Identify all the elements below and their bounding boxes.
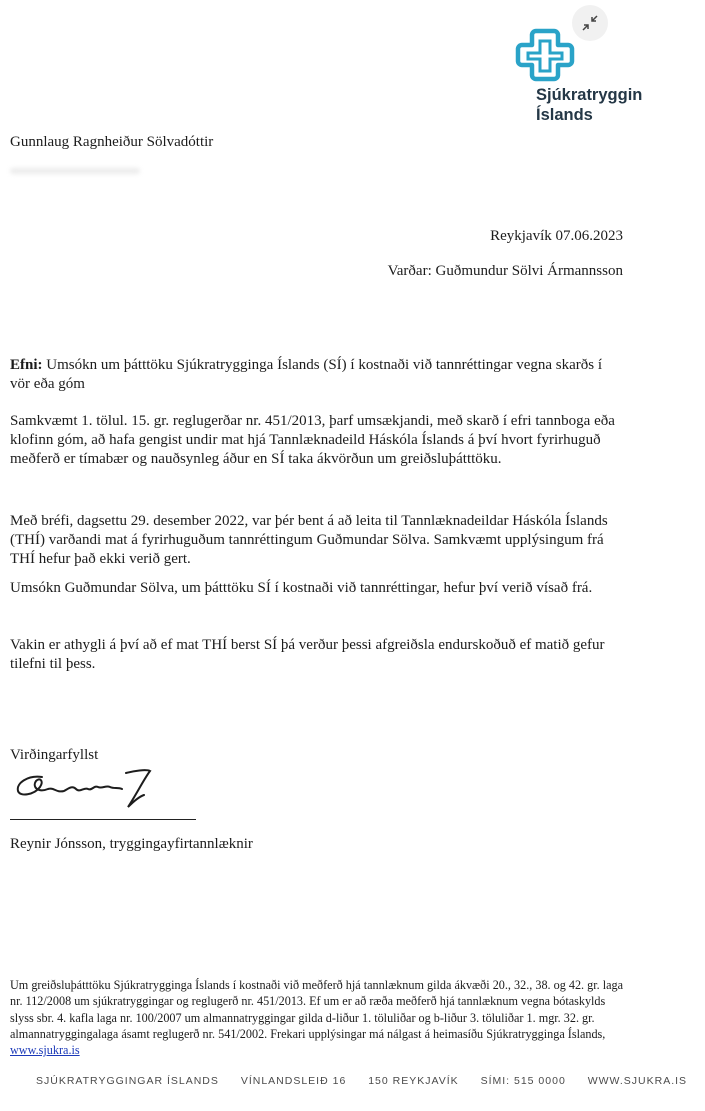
footer-web: WWW.SJUKRA.IS: [587, 1075, 688, 1087]
footer-postcode: 150 REYKJAVÍK: [368, 1075, 459, 1087]
letter-footer: [36, 1075, 705, 1087]
logo-line-2: Íslands: [536, 106, 593, 124]
footnote: [10, 977, 628, 1058]
closing-salutation: Virðingarfyllst: [10, 747, 99, 763]
logo-wordmark: [536, 85, 642, 125]
body-paragraph-1: Samkvæmt 1. tölul. 15. gr. reglugerðar nr. 451/2013, þarf umsækjandi, með skarð í efri tannboga eða klofinn góm, að hafa gengist undir mat hjá Tannlæknadeild Háskóla Íslands á því hvort fyrirhuguð meðferð er tímabær og nauðsynleg áður en SÍ taka ákvörðun um greiðsluþátttöku.: [10, 413, 615, 467]
body-paragraph-2: Með bréfi, dagsettu 29. desember 2022, var þér bent á að leita til Tannlæknadeildar Háskóla Íslands (THÍ) varðandi mat á fyrirhuguðum tannréttingum Guðmundar Sölva. Samkvæmt upplýsingum frá THÍ hefur það ekki verið gert.: [10, 513, 608, 567]
redacted-address: [10, 168, 140, 174]
regarding-line: Varðar: Guðmundur Sölvi Ármannsson: [387, 263, 623, 279]
footnote-text: Um greiðsluþátttöku Sjúkratrygginga Íslands í kostnaði við meðferð hjá tannlæknum gilda ákvæði 20., 32., 38. og 42. gr. laga nr. 112/2008 um sjúkratryggingar og reglugerð nr. 451/2013. Ef um er að ræða meðferð hjá tannlæknum vegna bótaskylds slyss sbr. 4. kafla laga nr. 100/2007 um almannatryggingar gilda d-liður 1. töluliðar og b-liður 3. töluliðar 1. mgr. 32. gr. almannatryggingalaga ásamt reglugerð nr. 541/2002. Frekari upplýsingar má nálgast á heimasíðu Sjúkratrygginga Íslands,: [10, 978, 624, 1041]
footer-org: SJÚKRATRYGGINGAR ÍSLANDS: [36, 1075, 219, 1087]
footer-phone: SÍMI: 515 0000: [480, 1075, 566, 1087]
body-paragraph-3: Umsókn Guðmundar Sölva, um þátttöku SÍ í kostnaði við tannréttingar, hefur því verið vísað frá.: [10, 580, 593, 596]
signer-name: Reynir Jónsson, tryggingayfirtannlæknir: [10, 836, 253, 852]
handwritten-signature: [14, 765, 164, 815]
subject-text: Umsókn um þátttöku Sjúkratrygginga Íslands (SÍ) í kostnaði við tannréttingar vegna skarðs í vör eða góm: [10, 357, 603, 392]
recipient-name: Gunnlaug Ragnheiður Sölvadóttir: [10, 134, 214, 150]
logo-line-1: Sjúkratryggin: [536, 86, 643, 104]
body-paragraph-4: Vakin er athygli á því að ef mat THÍ berst SÍ þá verður þessi afgreiðsla endurskoðuð ef matið gefur tilefni til þess.: [10, 637, 605, 672]
collapse-arrows-icon: [582, 15, 598, 31]
cross-logo-icon: [516, 27, 578, 83]
footer-address: VÍNLANDSLEIÐ 16: [240, 1075, 347, 1087]
signature-line: [10, 819, 196, 820]
subject-paragraph: [10, 356, 622, 394]
letter-date: Reykjavík 07.06.2023: [490, 228, 623, 244]
website-link[interactable]: www.sjukra.is: [10, 1043, 80, 1058]
subject-label: Efni:: [10, 357, 43, 373]
